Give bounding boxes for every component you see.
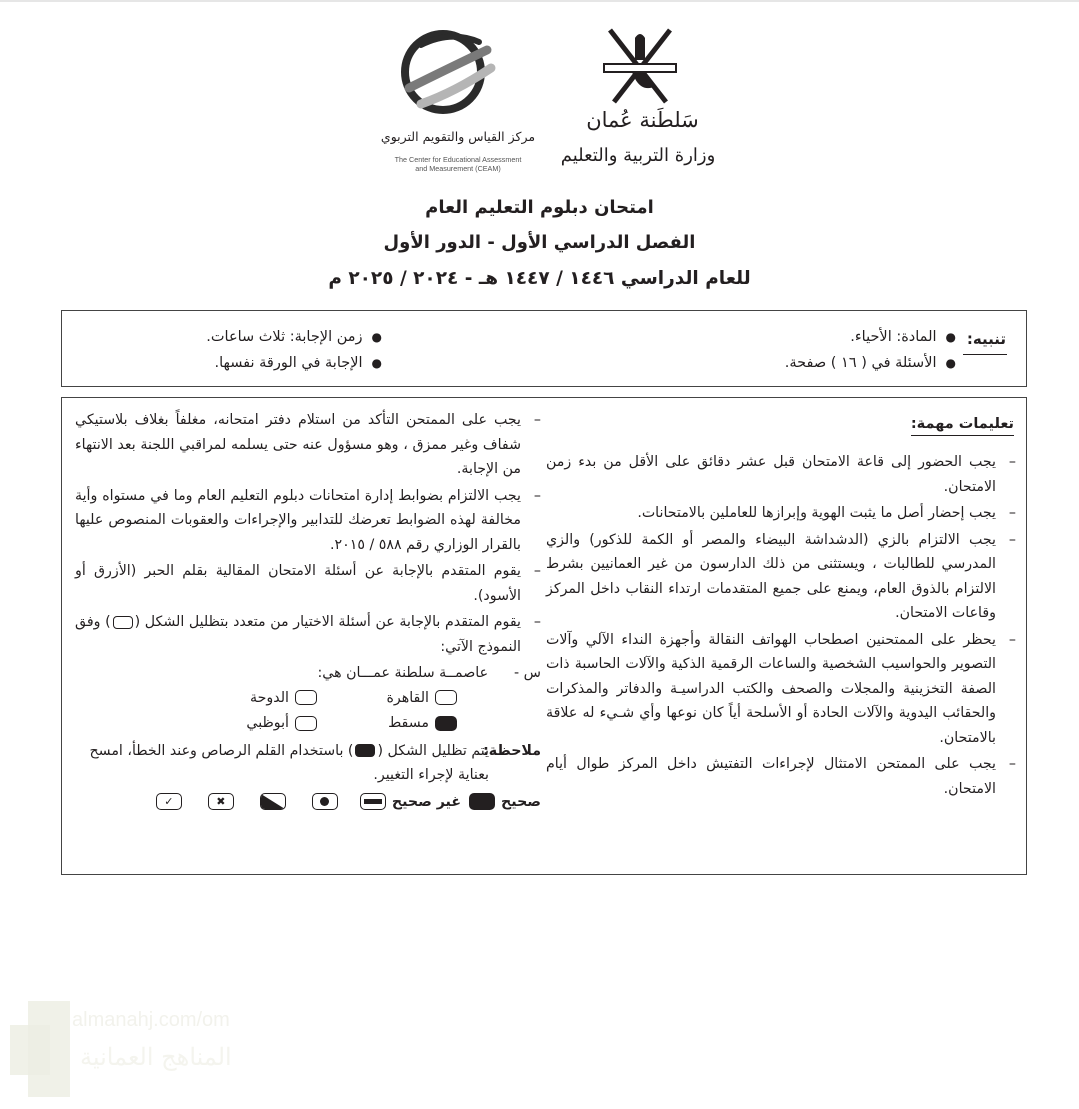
- x-mark-icon: ✖: [208, 793, 234, 810]
- ceam-name-english-line2: and Measurement (CEAM): [415, 164, 501, 173]
- notice-subject: [850, 329, 956, 345]
- khanjar-emblem-icon: [600, 24, 680, 109]
- rule-text: يجب الالتزام بالزي (الدشداشة البيضاء والمصر أو الكمة للذكور) والزي المدرسي للطالبات ، ويستثنى من ذلك الدارسون من غير العمانيين بشرط الالتزام بالذوق العام، ويمنع على جميع المتقدمات ارتداء النقاب داخل المركز وقاعات الامتحان.: [546, 531, 996, 621]
- rule-ink-pen: [75, 559, 541, 608]
- notice-box: [61, 310, 1027, 387]
- dash-icon: –: [1008, 756, 1016, 772]
- rule-id: [546, 501, 1016, 526]
- rule-text: يحظر على الممتحنين اصطحاب الهواتف النقالة وأجهزة النداء الآلي وآلات التصوير والحواسيب الشخصية والساعات الرقمية الذكية والآلات الحاسبة ذات الصفة التخزينية والمجلات والصحف والكتب الدراسيـة والدفاتر والمذكرات والحقائب اليدوية والآلات الحادة أو الأسلحة أياً كان نوعها وأي شـيء له علاقة بالامتحان.: [546, 631, 996, 746]
- watermark-url: almanahj.com/om: [72, 1009, 230, 1031]
- ministry-of-education-calligraphy: وزارة التربية والتعليم: [560, 145, 716, 166]
- rule-text: يقوم المتقدم بالإجابة عن أسئلة الامتحان المقالية بقلم الحبر (الأزرق أو الأسود).: [75, 563, 521, 604]
- sultanate-of-oman-calligraphy: سَلطَنة عُمان: [586, 108, 699, 132]
- question-prefix: س -: [514, 665, 541, 681]
- rule-booklet: [75, 408, 541, 482]
- oman-emblem: [600, 24, 680, 109]
- watermark-name: المناهج العمانية: [80, 1043, 232, 1071]
- instructions-left-column: [75, 408, 541, 814]
- dot-mark-icon: [312, 793, 338, 810]
- bar-mark-icon: [360, 793, 386, 810]
- rule-text: يجب إحضار أصل ما يثبت الهوية وإبرازها للعاملين بالامتحانات.: [637, 505, 996, 521]
- empty-bubble-icon: [295, 690, 317, 705]
- notice-answer-location-text: الإجابة في الورقة نفسها.: [214, 355, 363, 371]
- notice-subject-text: المادة: الأحياء.: [850, 329, 937, 345]
- empty-bubble-icon: [435, 690, 457, 705]
- dash-icon: –: [533, 487, 541, 504]
- option-label: أبوظبي: [246, 715, 289, 731]
- note-text: يتم تظليل الشكل (: [377, 742, 489, 759]
- shading-note: [75, 739, 541, 788]
- rule-text: يجب على الممتحن الامتثال لإجراءات التفتيش داخل المركز طوال أيام الامتحان.: [546, 756, 996, 797]
- correct-label: صحيح: [501, 793, 541, 810]
- dash-icon: –: [1008, 454, 1016, 470]
- notice-duration: [206, 329, 382, 345]
- example-options: [75, 686, 541, 736]
- instructions-box: [61, 397, 1027, 875]
- rule-mcq-shading: [75, 610, 541, 659]
- notice-page-count: [785, 355, 956, 371]
- rule-text: يقوم المتقدم بالإجابة عن أسئلة الاختيار من متعدد بتظليل الشكل (: [134, 614, 521, 630]
- partial-shade-mark-icon: [260, 793, 286, 810]
- correct-filled-mark-icon: [469, 793, 495, 810]
- option-abu-dhabi: [197, 711, 317, 736]
- ceam-name-arabic: مركز القياس والتقويم التربوي: [380, 129, 536, 144]
- notice-label: تنبيه:: [966, 330, 1006, 348]
- rule-regulations: [75, 484, 541, 558]
- option-label: القاهرة: [386, 689, 429, 706]
- notice-duration-text: زمن الإجابة: ثلاث ساعات.: [206, 329, 363, 345]
- option-doha: [197, 686, 317, 711]
- marking-examples: [75, 790, 541, 815]
- rule-text: ) وفق النموذج الآتي:: [75, 614, 521, 655]
- watermark-shape: [10, 1025, 50, 1075]
- instructions-heading: تعليمات مهمة:: [911, 416, 1014, 436]
- question-text: عاصمــة سلطنة عمـــان هي:: [317, 665, 489, 681]
- dash-icon: –: [533, 412, 541, 428]
- dash-icon: –: [533, 614, 541, 630]
- bullet-icon: ●: [371, 330, 382, 344]
- option-muscat: [317, 711, 457, 736]
- rule-dress-code: [546, 528, 1016, 626]
- ceam-name-english: [372, 155, 544, 173]
- empty-bubble-icon: [113, 616, 133, 629]
- note-text: ) باستخدام القلم الرصاص وعند الخطأ، امسح بعناية لإجراء التغيير.: [89, 742, 489, 783]
- notice-answer-location: [215, 355, 382, 371]
- notice-page-count-text: الأسئلة في ( ١٦ ) صفحة.: [784, 355, 937, 371]
- ceam-name-english-line1: The Center for Educational Assessment: [394, 155, 522, 164]
- exam-title: امتحان دبلوم التعليم العام: [425, 197, 654, 218]
- dash-icon: –: [1008, 505, 1016, 521]
- option-label: الدوحة: [250, 689, 289, 706]
- rule-text: يجب على الممتحن التأكد من استلام دفتر امتحانه، مغلفاً بغلاف بلاستيكي شفاف وغير ممزق ، وهو مسؤول عنه حتى يسلمه لمراقبي اللجنة بعد الانتهاء من الإجابة.: [75, 412, 521, 477]
- ceam-globe-icon: [391, 20, 501, 130]
- dash-icon: –: [1008, 631, 1016, 648]
- notice-label-underline: [963, 354, 1007, 355]
- exam-term: الفصل الدراسي الأول - الدور الأول: [383, 232, 696, 253]
- option-cairo: [317, 686, 457, 711]
- check-mark-icon: ✓: [156, 793, 182, 810]
- exam-academic-year: للعام الدراسي ١٤٤٦ / ١٤٤٧ هـ - ٢٠٢٤ / ٢٠٢٥ م: [328, 268, 751, 289]
- instructions-right-column: [546, 412, 1016, 803]
- top-edge-line: [0, 0, 1079, 2]
- filled-bubble-icon: [355, 744, 375, 757]
- dash-icon: –: [533, 563, 541, 579]
- incorrect-label: غير صحيح: [391, 793, 462, 810]
- note-label: ملاحظة:: [483, 742, 541, 759]
- rule-text: يجب الالتزام بضوابط إدارة امتحانات دبلوم التعليم العام وما في مستواه وأية مخالفة لهذه الضوابط تعرضك للتدابير والإجراءات والعقوبات المنصوص عليها بالقرار الوزاري رقم ٥٨٨ / ٢٠١٥.: [75, 487, 521, 553]
- example-question: [75, 661, 541, 814]
- filled-bubble-icon: [435, 716, 457, 731]
- bullet-icon: ●: [371, 356, 382, 370]
- bullet-icon: ●: [945, 330, 956, 344]
- option-label: مسقط: [388, 715, 429, 731]
- empty-bubble-icon: [295, 716, 317, 731]
- rule-text: يجب الحضور إلى قاعة الامتحان قبل عشر دقائق على الأقل من بدء زمن الامتحان.: [546, 454, 996, 495]
- rule-inspection: [546, 752, 1016, 801]
- bullet-icon: ●: [945, 356, 956, 370]
- dash-icon: –: [1008, 531, 1016, 548]
- rule-prohibited-items: [546, 628, 1016, 751]
- example-question-line: [75, 661, 541, 686]
- rule-attendance: [546, 450, 1016, 499]
